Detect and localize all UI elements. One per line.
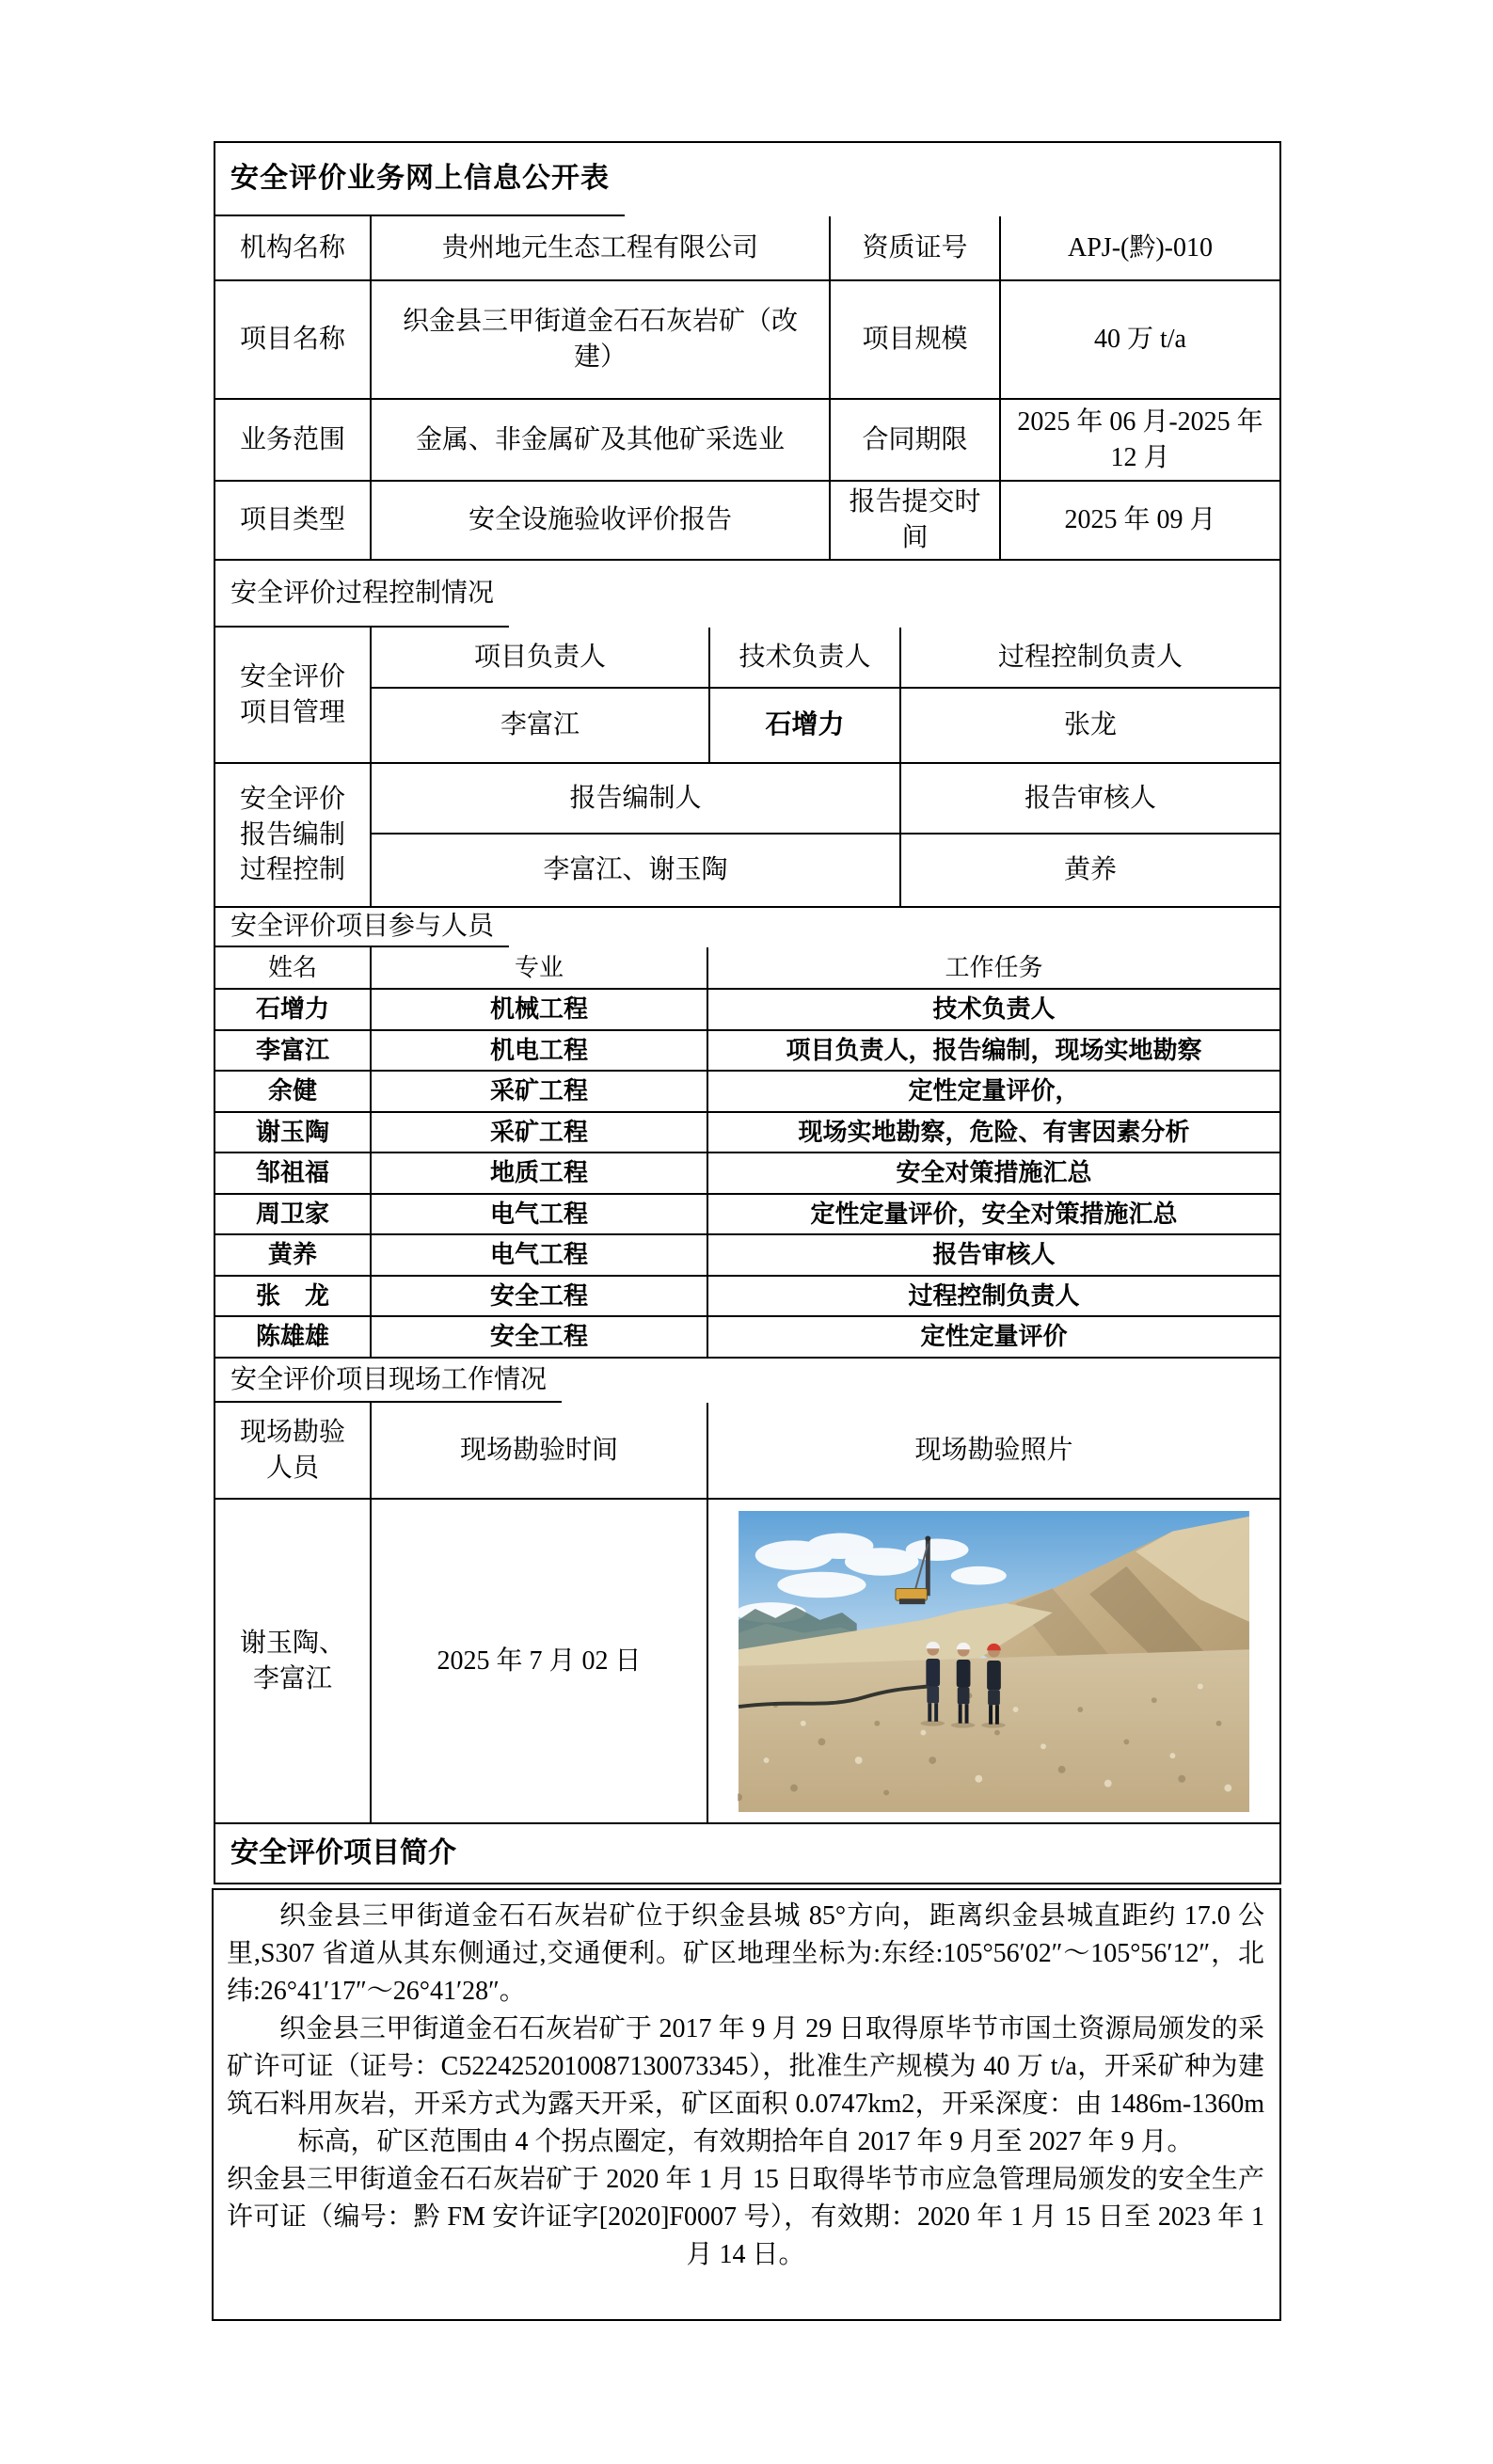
report-reviewer-header: 报告审核人: [901, 764, 1279, 835]
intro-paragraph-mining-license: 织金县三甲街道金石石灰岩矿于 2017 年 9 月 29 日取得原毕节市国土资源局颁发的采矿许可证（证号：C5224252010087130073345），批准生产规模为 40 万 t/a，开采矿种为建筑石料用灰岩，开采方式为露天开采，矿区面积 0.0747km2，开采深度：由 1486m-1360m 标高，矿区范围由 4 个拐点圈定，有效期拾年自 2017 年 9 月至 2027 年 9 月。: [227, 2014, 1264, 2156]
report-compilation-label: 安全评价报告编制过程控制: [215, 764, 372, 908]
qualification-no-value: APJ-(黔)-010: [1001, 216, 1279, 281]
project-type-label: 项目类型: [215, 482, 372, 561]
intro-paragraph-safety-license: 织金县三甲街道金石石灰岩矿于 2020 年 1 月 15 日取得毕节市应急管理局颁发的安全生产许可证（编号：黔 FM 安许证字[2020]F0007 号），有效期：2020 年 1 月 15 日至 2023 年 1 月 14 日。: [227, 2165, 1264, 2269]
participant-row: [215, 1072, 1279, 1113]
participant-name: 张 龙: [215, 1277, 372, 1317]
report-writer-header: 报告编制人: [372, 764, 901, 835]
report-submit-time-value: 2025 年 09 月: [1001, 482, 1279, 561]
report-headers-row: [372, 764, 1279, 835]
org-name-label: 机构名称: [215, 216, 372, 281]
col-header-major: 专业: [372, 947, 708, 990]
business-scope-value: 金属、非金属矿及其他矿采选业: [372, 400, 831, 482]
participant-task: 定性定量评价: [708, 1317, 1279, 1359]
report-submit-time-label: 报告提交时间: [831, 482, 1001, 561]
col-header-name: 姓名: [215, 947, 372, 990]
participant-major: 地质工程: [372, 1153, 708, 1195]
participant-task: 报告审核人: [708, 1235, 1279, 1277]
participant-task: 定性定量评价，安全对策措施汇总: [708, 1195, 1279, 1235]
participant-row: [215, 1277, 1279, 1317]
site-work-header-row: [215, 1359, 1279, 1403]
project-scale-value: 40 万 t/a: [1001, 281, 1279, 400]
participants-columns-row: [215, 947, 1279, 990]
safety-evaluation-form: [214, 141, 1281, 1884]
report-values-row: [372, 835, 1279, 908]
participant-major: 机械工程: [372, 990, 708, 1031]
participant-name: 陈雄雄: [215, 1317, 372, 1359]
participant-major: 采矿工程: [372, 1113, 708, 1153]
project-management-section: [215, 628, 1279, 764]
participant-major: 安全工程: [372, 1277, 708, 1317]
site-work-section-title: 安全评价项目现场工作情况: [215, 1359, 562, 1403]
participant-task: 安全对策措施汇总: [708, 1153, 1279, 1195]
participant-task: 技术负责人: [708, 990, 1279, 1031]
project-leader-name: 李富江: [372, 689, 710, 764]
intro-header-row: [215, 1824, 1279, 1883]
participant-name: 谢玉陶: [215, 1113, 372, 1153]
participant-task: 过程控制负责人: [708, 1277, 1279, 1317]
participant-task: 项目负责人，报告编制，现场实地勘察: [708, 1031, 1279, 1072]
site-time-header: 现场勘验时间: [372, 1403, 708, 1500]
project-leader-header: 项目负责人: [372, 628, 710, 689]
contract-period-label: 合同期限: [831, 400, 1001, 482]
participant-task: 现场实地勘察，危险、有害因素分析: [708, 1113, 1279, 1153]
process-control-leader-name: 张龙: [901, 689, 1279, 764]
intro-paragraph-location: 织金县三甲街道金石石灰岩矿位于织金县城 85°方向，距离织金县城直距约 17.0 公里,S307 省道从其东侧通过,交通便利。矿区地理坐标为:东经:105°56′02″～105°56′12″，北纬:26°41′17″～26°41′28″。: [227, 1901, 1264, 2006]
qualification-no-label: 资质证号: [831, 216, 1001, 281]
form-title: 安全评价业务网上信息公开表: [215, 143, 625, 216]
technical-leader-name: 石增力: [710, 689, 901, 764]
col-header-task: 工作任务: [708, 947, 1279, 990]
project-management-label: 安全评价项目管理: [215, 628, 372, 764]
process-control-section-title: 安全评价过程控制情况: [215, 561, 509, 628]
participants-header-row: [215, 908, 1279, 947]
report-reviewer-name: 黄养: [901, 835, 1279, 908]
project-type-value: 安全设施验收评价报告: [372, 482, 831, 561]
project-name-value: 织金县三甲街道金石石灰岩矿（改建）: [372, 281, 831, 400]
participant-name: 邹祖福: [215, 1153, 372, 1195]
project-name-label: 项目名称: [215, 281, 372, 400]
participant-row: [215, 990, 1279, 1031]
participant-task: 定性定量评价，: [708, 1072, 1279, 1113]
participant-major: 安全工程: [372, 1317, 708, 1359]
project-scale-label: 项目规模: [831, 281, 1001, 400]
business-scope-label: 业务范围: [215, 400, 372, 482]
management-values-row: [372, 689, 1279, 764]
management-headers-row: [372, 628, 1279, 689]
participant-name: 余健: [215, 1072, 372, 1113]
participant-major: 电气工程: [372, 1235, 708, 1277]
site-work-columns-row: [215, 1403, 1279, 1500]
org-name-value: 贵州地元生态工程有限公司: [372, 216, 831, 281]
title-row: [215, 143, 1279, 216]
participant-row: [215, 1195, 1279, 1235]
participant-row: [215, 1317, 1279, 1359]
info-row-scope: [215, 400, 1279, 482]
info-row-type: [215, 482, 1279, 561]
site-photo-header: 现场勘验照片: [708, 1403, 1279, 1500]
participant-major: 电气工程: [372, 1195, 708, 1235]
report-writer-names: 李富江、谢玉陶: [372, 835, 901, 908]
report-compilation-section: [215, 764, 1279, 908]
info-row-project: [215, 281, 1279, 400]
site-time-value: 2025 年 7 月 02 日: [372, 1500, 708, 1824]
participants-section-title: 安全评价项目参与人员: [215, 908, 509, 947]
intro-section-title: 安全评价项目简介: [230, 1836, 456, 1868]
participant-row: [215, 1235, 1279, 1277]
site-survey-photo: [738, 1511, 1250, 1812]
process-control-leader-header: 过程控制负责人: [901, 628, 1279, 689]
participant-name: 周卫家: [215, 1195, 372, 1235]
site-personnel-header: 现场勘验人员: [215, 1403, 372, 1500]
info-row-org: [215, 216, 1279, 281]
participant-name: 李富江: [215, 1031, 372, 1072]
participant-major: 采矿工程: [372, 1072, 708, 1113]
participant-major: 机电工程: [372, 1031, 708, 1072]
process-control-header-row: [215, 561, 1279, 628]
project-intro-box: [212, 1888, 1281, 2321]
technical-leader-header: 技术负责人: [710, 628, 901, 689]
contract-period-value: 2025 年 06 月-2025 年 12 月: [1001, 400, 1279, 482]
participant-name: 石增力: [215, 990, 372, 1031]
participant-row: [215, 1113, 1279, 1153]
participant-row: [215, 1153, 1279, 1195]
site-photo-cell: [708, 1500, 1279, 1824]
participant-row: [215, 1031, 1279, 1072]
participant-name: 黄养: [215, 1235, 372, 1277]
site-work-data-row: [215, 1500, 1279, 1824]
site-personnel-value: 谢玉陶、李富江: [215, 1500, 372, 1824]
